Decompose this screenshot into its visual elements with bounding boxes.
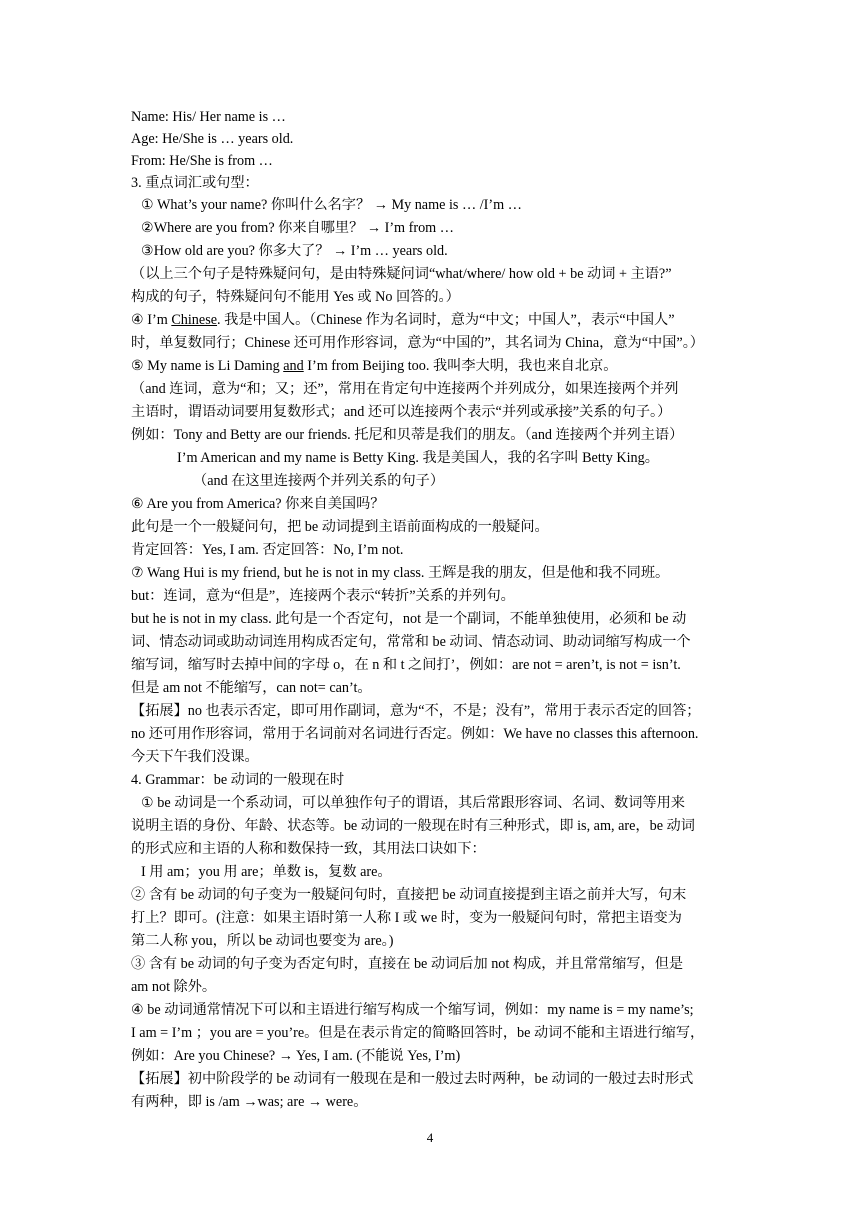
section-heading: 4. Grammar：be 动词的一般现在时	[131, 772, 345, 788]
text-line: 打上？即可。(注意：如果主语时第一人称 I 或 we 时，变为一般疑问句时，常把主语变为	[131, 910, 682, 926]
text-line: ④ be 动词通常情况下可以和主语进行缩写构成一个缩写词，例如：my name is = my name’s;	[131, 1002, 694, 1018]
text-line	[131, 309, 675, 331]
text-line: ②Where are you from? 你来自哪里？ → I’m from …	[141, 220, 454, 236]
text-line: ③How old are you? 你多大了？ → I’m … years old.	[141, 243, 448, 259]
text-line: 【拓展】初中阶段学的 be 动词有一般现在是和一般过去时两种，be 动词的一般过去时形式	[131, 1071, 694, 1087]
text-line: 例如：Are you Chinese? → Yes, I am. (不能说 Yes, I’m)	[131, 1048, 461, 1064]
text-line: ① What’s your name? 你叫什么名字？ → My name is … /I’m …	[141, 197, 522, 213]
text-line: ② 含有 be 动词的句子变为一般疑问句时，直接把 be 动词直接提到主语之前并大写，句末	[131, 887, 687, 903]
text-line: Age: He/She is … years old.	[131, 131, 294, 147]
text-line: （以上三个句子是特殊疑问句，是由特殊疑问词“what/where/ how old + be 动词 + 主语?”	[131, 266, 672, 282]
text-line: I’m American and my name is Betty King. 我是美国人，我的名字叫 Betty King。	[177, 450, 659, 466]
text-line: ⑦ Wang Hui is my friend, but he is not in my class. 王辉是我的朋友，但是他和我不同班。	[131, 565, 670, 581]
text-line: 的形式应和主语的人称和数保持一致，其用法口诀如下：	[131, 841, 486, 857]
text-line: 但是 am not 不能缩写，can not= can’t。	[131, 680, 372, 696]
text-segment: ⑤ My name is Li Daming	[131, 358, 284, 374]
text-line: ⑥ Are you from America? 你来自美国吗？	[131, 496, 385, 512]
text-line: 例如：Tony and Betty are our friends. 托尼和贝蒂是我们的朋友。（and 连接两个并列主语）	[131, 427, 684, 443]
page-number: 4	[426, 1130, 434, 1145]
text-line: 第二人称 you，所以 be 动词也要变为 are。)	[131, 933, 394, 949]
text-line	[131, 355, 617, 377]
text-line: From: He/She is from …	[131, 153, 273, 169]
text-line: but he is not in my class. 此句是一个否定句，not 是一个副词，不能单独使用，必须和 be 动	[131, 611, 687, 627]
text-segment: I’m from Beijing too. 我叫李大明，我也来自北京。	[303, 358, 618, 374]
text-line: （and 连词，意为“和；又；还”，常用在肯定句中连接两个并列成分，如果连接两个并列	[131, 381, 679, 397]
section-heading: 3. 重点词汇或句型：	[131, 175, 259, 191]
text-line: 词、情态动词或助动词连用构成否定句，常常和 be 动词、情态动词、助动词缩写构成一个	[131, 634, 691, 650]
text-line: but：连词，意为“但是”，连接两个表示“转折”关系的并列句。	[131, 588, 515, 604]
text-line: 肯定回答：Yes, I am. 否定回答：No, I’m not.	[131, 542, 404, 558]
text-line: 时，单复数同行；Chinese 还可用作形容词，意为“中国的”，其名词为 China，意为“中国”。）	[131, 335, 704, 351]
text-line: Name: His/ Her name is …	[131, 109, 286, 125]
text-line: ③ 含有 be 动词的句子变为否定句时，直接在 be 动词后加 not 构成，并且常常缩写，但是	[131, 956, 684, 972]
underlined-word: and	[283, 358, 304, 374]
text-line: 构成的句子，特殊疑问句不能用 Yes 或 No 回答的。）	[131, 289, 460, 305]
text-line: 缩写词，缩写时去掉中间的字母 o，在 n 和 t 之间打’，例如：are not = aren’t, is not = isn’t.	[131, 657, 681, 673]
text-line: （and 在这里连接两个并列关系的句子）	[193, 473, 445, 489]
text-line: 主语时，谓语动词要用复数形式；and 还可以连接两个表示“并列或承接”关系的句子。）	[131, 404, 672, 420]
underlined-word: Chinese	[171, 312, 218, 328]
text-line: ① be 动词是一个系动词，可以单独作句子的谓语，其后常跟形容词、名词、数词等用来	[141, 795, 685, 811]
text-line: I am = I’m ；you are = you’re。但是在表示肯定的简略回答时，be 动词不能和主语进行缩写，	[131, 1025, 705, 1041]
text-segment: ④ I’m	[131, 312, 172, 328]
text-line: 【拓展】no 也表示否定，即可用作副词，意为“不，不是；没有”，常用于表示否定的回答；	[131, 703, 701, 719]
text-line: 今天下午我们没课。	[131, 749, 259, 765]
text-line: I 用 am；you 用 are；单数 is，复数 are。	[141, 864, 392, 880]
text-line: no 还可用作形容词，常用于名词前对名词进行否定。例如：We have no classes this afternoon.	[131, 726, 699, 742]
text-line: 说明主语的身份、年龄、状态等。be 动词的一般现在时有三种形式，即 is, am, are，be 动词	[131, 818, 695, 834]
text-line: am not 除外。	[131, 979, 217, 995]
text-line: 此句是一个一般疑问句，把 be 动词提到主语前面构成的一般疑问。	[131, 519, 549, 535]
text-segment: . 我是中国人。（Chinese 作为名词时，意为“中文；中国人”，表示“中国人”	[217, 312, 675, 328]
text-line: 有两种，即 is /am →was; are → were。	[131, 1094, 368, 1110]
